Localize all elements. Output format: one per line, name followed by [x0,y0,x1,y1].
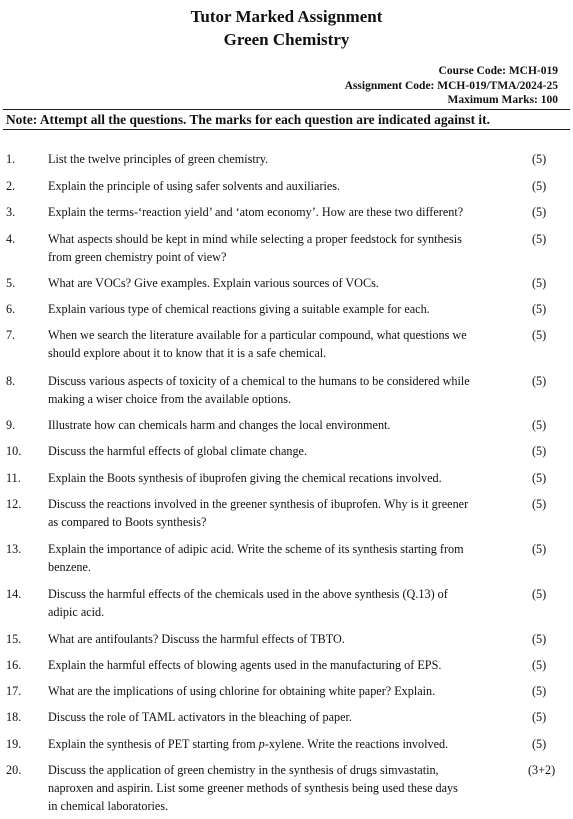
question-text [48,150,518,168]
question-marks: (5) [532,232,547,246]
question-line: Discuss the harmful effects of the chemicals used in the above synthesis (Q.13) of [48,587,448,601]
question-line: making a wiser choice from the available options. [48,392,291,406]
question-line: Illustrate how can chemicals harm and changes the local environment. [48,418,391,432]
question-line: List the twelve principles of green chemistry. [48,152,269,166]
question-marks: (5) [532,374,547,388]
question-marks: (5) [532,418,547,432]
question-text [48,469,518,487]
question-text [48,761,518,815]
question-number: 19. [6,737,22,751]
question-marks: (3+2) [528,763,556,777]
question-text [48,540,518,576]
question-number: 10. [6,444,22,458]
question-number: 13. [6,542,22,556]
question-marks: (5) [532,710,547,724]
question-text [48,274,518,292]
question-line-italic: p [258,737,265,751]
question-number: 14. [6,587,22,601]
question-text [48,203,518,221]
assignment-code: Assignment Code: MCH-019/TMA/2024-25 [344,79,558,92]
question-number: 15. [6,632,22,646]
question-number: 4. [6,232,16,246]
question-marks: (5) [532,302,547,316]
question-number: 20. [6,763,22,777]
question-line: Explain various type of chemical reactions giving a suitable example for each. [48,302,430,316]
question-line: should explore about it to know that it is a safe chemical. [48,346,327,360]
question-text [48,708,518,726]
question-line: Discuss the application of green chemistry in the synthesis of drugs simvastatin, [48,763,439,777]
question-line: Explain the Boots synthesis of ibuprofen giving the chemical recations involved. [48,471,442,485]
question-text [48,300,518,318]
question-line: from green chemistry point of view? [48,250,227,264]
question-line: Discuss the role of TAML activators in the bleaching of paper. [48,710,352,724]
question-line: Discuss the harmful effects of global climate change. [48,444,308,458]
question-line: Explain the harmful effects of blowing agents used in the manufacturing of EPS. [48,658,442,672]
question-line: -xylene. Write the reactions involved. [264,737,449,751]
question-text [48,495,518,531]
course-code: Course Code: MCH-019 [438,65,558,77]
question-number: 11. [6,471,21,485]
question-marks: (5) [532,542,547,556]
question-line: What aspects should be kept in mind while selecting a proper feedstock for synthesis [48,232,462,246]
question-marks: (5) [532,587,547,601]
question-line: adipic acid. [48,605,105,619]
document-subtitle: Green Chemistry [223,30,350,49]
document-title: Tutor Marked Assignment [190,7,383,26]
question-number: 7. [6,328,16,342]
question-number: 3. [6,205,16,219]
instructions-note: Note: Attempt all the questions. The marks for each question are indicated against it. [6,112,490,127]
course-info [345,64,558,108]
question-line: Explain the synthesis of PET starting from [48,737,259,751]
question-line: Discuss various aspects of toxicity of a chemical to the humans to be considered while [48,374,470,388]
question-number: 1. [6,152,16,166]
question-line: What are VOCs? Give examples. Explain various sources of VOCs. [48,276,379,290]
question-line: benzene. [48,560,91,574]
question-text [48,442,518,460]
question-text [48,682,518,700]
question-line: When we search the literature available for a particular compound, what questions we [48,328,467,342]
question-line: naproxen and aspirin. List some greener methods of synthesis being used these days [48,781,458,795]
question-text [48,326,518,362]
question-marks: (5) [532,471,547,485]
question-text [48,585,518,621]
question-marks: (5) [532,658,547,672]
question-text [48,372,518,408]
question-text [48,230,518,266]
question-line: in chemical laboratories. [48,799,169,813]
question-number: 18. [6,710,22,724]
question-line: Discuss the reactions involved in the greener synthesis of ibuprofen. Why is it greener [48,497,469,511]
question-number: 8. [6,374,16,388]
question-number: 5. [6,276,16,290]
question-marks: (5) [532,328,547,342]
question-marks: (5) [532,444,547,458]
question-line: What are the implications of using chlorine for obtaining white paper? Explain. [48,684,436,698]
question-marks: (5) [532,276,547,290]
maximum-marks: Maximum Marks: 100 [447,94,558,106]
question-number: 12. [6,497,22,511]
question-number: 6. [6,302,16,316]
question-number: 17. [6,684,22,698]
question-line: Explain the principle of using safer solvents and auxiliaries. [48,179,341,193]
question-number: 2. [6,179,16,193]
question-marks: (5) [532,179,547,193]
question-number: 16. [6,658,22,672]
question-marks: (5) [532,737,547,751]
question-marks: (5) [532,632,547,646]
question-text [48,416,518,434]
top-divider [3,109,570,110]
question-number: 9. [6,418,16,432]
question-marks: (5) [532,497,547,511]
question-text [48,630,518,648]
question-text [48,656,518,674]
question-line: Explain the terms-‘reaction yield’ and ‘atom economy’. How are these two different? [48,205,464,219]
question-text [48,735,518,753]
question-line: What are antifoulants? Discuss the harmful effects of TBTO. [48,632,345,646]
question-marks: (5) [532,152,547,166]
question-text [48,177,518,195]
question-line: as compared to Boots synthesis? [48,515,207,529]
question-marks: (5) [532,205,547,219]
bottom-divider [3,129,570,130]
question-line: Explain the importance of adipic acid. Write the scheme of its synthesis starting from [48,542,464,556]
question-marks: (5) [532,684,547,698]
